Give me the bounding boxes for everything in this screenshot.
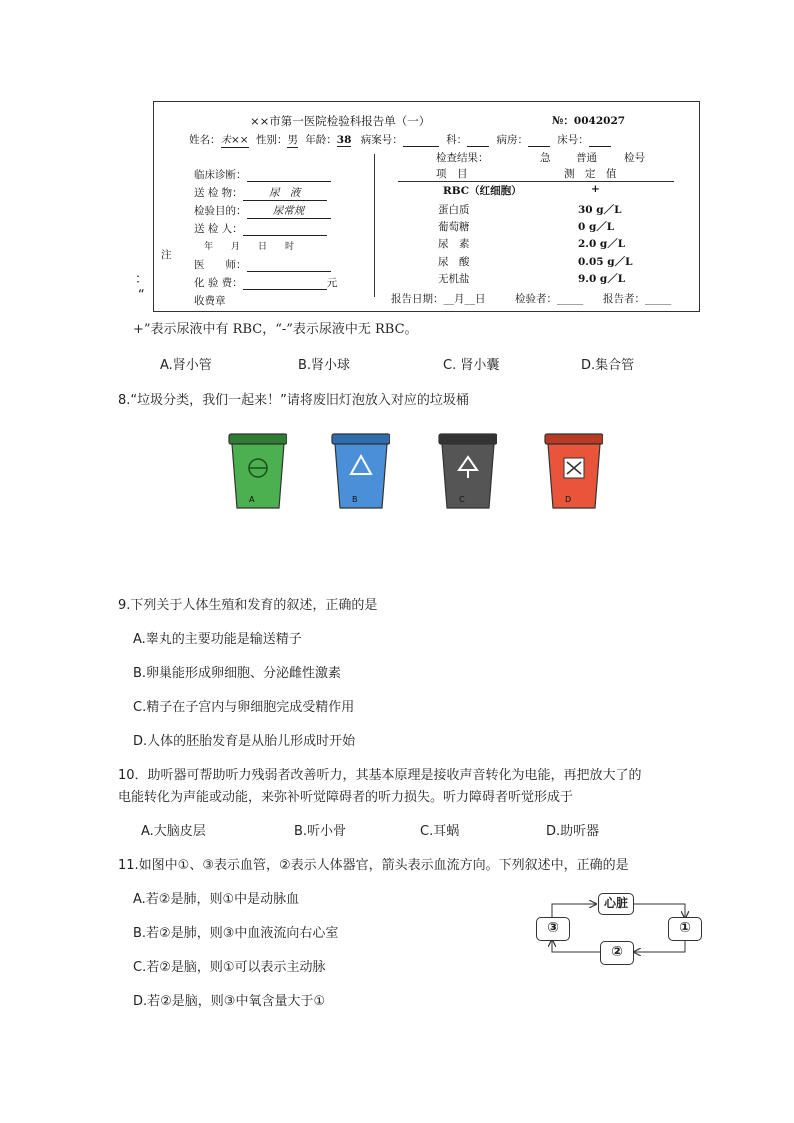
result-item: 无机盐	[438, 273, 470, 285]
urgency-1: 急	[540, 152, 551, 164]
urgency-3: 检号	[624, 152, 645, 164]
q7-option-c[interactable]: C. 肾小囊	[443, 358, 500, 373]
patient-info-row	[189, 132, 611, 148]
bin-label: C	[459, 495, 465, 504]
q9-option-b[interactable]: B.卵巢能形成卵细胞、分泌雌性激素	[133, 666, 342, 681]
doctor-row	[194, 257, 331, 272]
specimen-value: 尿 液	[243, 185, 327, 201]
sender-row	[194, 221, 327, 236]
q9-text: 9.下列关于人体生殖和发育的叙述，正确的是	[118, 598, 378, 613]
q8-text: 8.“垃圾分类，我们一起来！”请将废旧灯泡放入对应的垃圾桶	[118, 393, 469, 408]
age-value: 38	[336, 134, 352, 146]
report-number: №：0042027	[552, 115, 626, 127]
q7-option-d[interactable]: D.集合管	[581, 358, 635, 373]
arrow-1-to-2	[634, 940, 685, 952]
inspector: 检验者：_____	[515, 293, 584, 305]
column-divider	[374, 154, 375, 297]
report-date: 报告日期：__月__日	[391, 293, 486, 305]
purpose-label: 检验目的：	[194, 205, 247, 217]
ward-label: 病房：	[496, 134, 528, 146]
q10-line1: 10．助听器可帮助听力残弱者改善听力，其基本原理是接收声音转化为电能，再把放大了的	[118, 768, 642, 783]
note-char: 注	[161, 249, 172, 261]
col-item: 项 目	[436, 168, 468, 180]
q11-option-b[interactable]: B.若②是肺，则③中血液流向右心室	[133, 926, 339, 941]
specimen-label: 送 检 物：	[194, 187, 243, 199]
header-rule	[398, 181, 674, 182]
q10-option-b[interactable]: B.听小骨	[294, 824, 347, 839]
result-value: 9.0 g／L	[578, 273, 626, 285]
q7-note: +”表示尿液中有 RBC，“-”表示尿液中无 RBC。	[133, 322, 418, 337]
result-value: +	[591, 183, 600, 195]
bin-label: B	[352, 495, 358, 504]
gender-label: 性别：	[255, 134, 288, 146]
case-no-label: 病案号：	[360, 134, 403, 146]
q7-option-a[interactable]: A.肾小管	[160, 358, 212, 373]
date-line: 年 月 日 时	[204, 242, 295, 252]
result-item: 尿 酸	[438, 256, 470, 268]
gender-value: 男	[287, 134, 298, 146]
q9-option-a[interactable]: A.睾丸的主要功能是输送精子	[133, 632, 302, 647]
urgency-2: 普通	[576, 152, 597, 164]
age-label: 年龄：	[305, 134, 337, 146]
q9-option-c[interactable]: C.精子在子宫内与卵细胞完成受精作用	[133, 700, 355, 715]
fee-label: 化 验 费：	[194, 277, 243, 289]
specimen-row	[194, 185, 327, 201]
name-label: 姓名：	[189, 134, 221, 146]
q11-option-c[interactable]: C.若②是脑，则①可以表示主动脉	[133, 960, 326, 975]
q11-option-a[interactable]: A.若②是肺，则①中是动脉血	[133, 892, 300, 907]
result-value: 0 g／L	[578, 221, 615, 233]
stamp-label: 收费章	[194, 295, 226, 307]
q10-option-d[interactable]: D.助听器	[546, 824, 600, 839]
fee-unit: 元	[326, 277, 338, 289]
col-value: 测 定 值	[564, 168, 617, 180]
arrow-3-to-heart	[552, 904, 596, 918]
diagnosis-label: 临床诊断：	[194, 169, 247, 181]
trash-bin-c[interactable]	[437, 432, 497, 512]
doctor-label: 医 师：	[194, 259, 247, 271]
result-value: 30 g／L	[578, 204, 622, 216]
arrow-heart-to-1	[632, 904, 685, 918]
diagnosis-row	[194, 167, 331, 182]
bin-label: D	[565, 495, 572, 504]
arrow-2-to-3	[552, 940, 600, 952]
q7-left-colon: ：	[135, 272, 149, 287]
reporter: 报告者：_____	[603, 293, 672, 305]
dept-label: 科：	[446, 134, 468, 146]
result-item: 尿 素	[438, 238, 470, 250]
q10-option-a[interactable]: A.大脑皮层	[141, 824, 206, 839]
q11-text: 11.如图中①、③表示血管，②表示人体器官，箭头表示血流方向。下列叙述中，正确的是	[118, 858, 629, 873]
vessel-3-box: ③	[536, 917, 570, 941]
vessel-1-box: ①	[668, 917, 702, 941]
trash-bin-b[interactable]	[330, 432, 390, 512]
trash-bin-d[interactable]	[543, 432, 603, 512]
q7-option-b[interactable]: B.肾小球	[298, 358, 351, 373]
q11-option-d[interactable]: D.若②是脑，则③中氧含量大于①	[133, 994, 326, 1009]
result-item: RBC（红细胞）	[443, 185, 522, 197]
report-title: ××市第一医院检验科报告单（一）	[250, 114, 431, 128]
q7-left-quote: “	[138, 288, 145, 303]
bin-label: A	[249, 495, 255, 504]
bed-label: 床号：	[557, 134, 589, 146]
q9-option-d[interactable]: D.人体的胚胎发育是从胎儿形成时开始	[133, 734, 356, 749]
q10-option-c[interactable]: C.耳蜗	[420, 824, 460, 839]
sender-label: 送 检 人：	[194, 223, 243, 235]
name-value: 未××	[220, 134, 249, 146]
organ-2-box: ②	[600, 941, 634, 965]
result-item: 蛋白质	[438, 204, 470, 216]
fee-row	[194, 275, 337, 290]
heart-box: 心脏	[598, 893, 634, 915]
result-value: 0.05 g／L	[578, 256, 633, 268]
purpose-row	[194, 203, 331, 219]
result-value: 2.0 g／L	[578, 238, 626, 250]
hazardous-waste-icon	[564, 458, 584, 478]
q10-line2: 电能转化为声能或动能，来弥补听觉障碍者的听力损失。听力障碍者听觉形成于	[118, 790, 574, 805]
trash-bin-a[interactable]	[227, 432, 287, 512]
lab-report	[153, 101, 700, 312]
purpose-value: 尿常规	[247, 203, 331, 219]
result-item: 葡萄糖	[438, 221, 470, 233]
result-label: 检查结果：	[436, 152, 489, 164]
